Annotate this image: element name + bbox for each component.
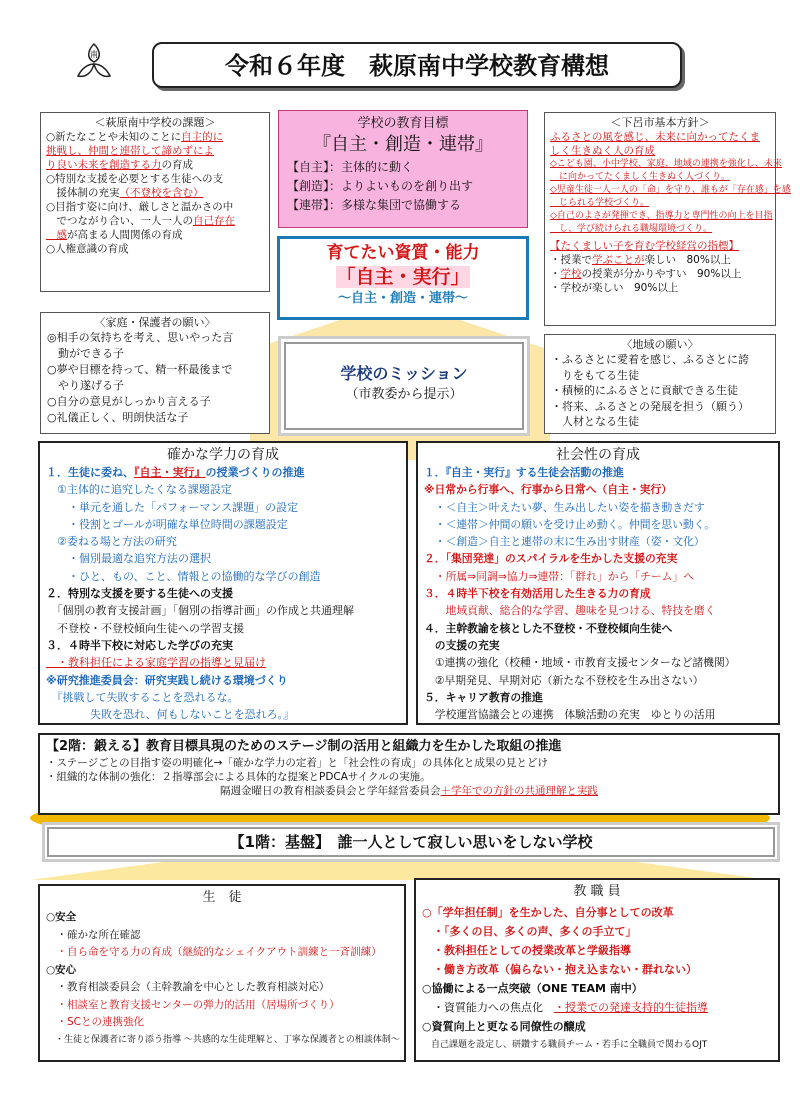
- issue-line: ○人権意識の育成: [46, 243, 129, 255]
- qualities-main: [283, 264, 523, 290]
- academic-line: [46, 568, 400, 585]
- goal-key: 【創造】: [287, 179, 330, 193]
- staff-line: [422, 1036, 772, 1055]
- community-heading: 〈地域の願い〉: [621, 338, 699, 351]
- academic-line-text: ①主体的に追究したくなる課題設定: [46, 483, 232, 497]
- city-indicators: [550, 253, 770, 295]
- academic-line: [46, 689, 400, 706]
- social-line: [424, 481, 772, 498]
- page-title-text: 令和６年度 萩原南中学校教育構想: [225, 52, 609, 80]
- city-indicator: [550, 267, 770, 281]
- social-line-text: ①連携の強化（校種・地域・市教育支援センターなど諸機関）: [424, 656, 736, 670]
- social-line-text: ②早期発見、早期対応（新たな不登校を生み出さない）: [424, 673, 704, 687]
- staff-line: [422, 998, 772, 1017]
- social-line-text: の支援の充実: [424, 638, 500, 652]
- academic-line-text: ２．特別な支援を要する生徒への支援: [46, 587, 233, 601]
- parents-wish: ○夢や目標を持って、精一杯最後まで: [47, 363, 233, 376]
- qualities-main-text: 「自主・実行」: [336, 266, 470, 288]
- goal-item: [287, 177, 519, 196]
- city-policy-line: ◇児童生徒一人一人の「命」を守り、誰もが「存在感」を感: [550, 185, 791, 195]
- social-line-text: 地域貢献、総合的な学習、趣味を見つける、特技を磨く: [424, 604, 716, 618]
- social-line: [424, 706, 772, 723]
- city-indicator: [550, 253, 770, 267]
- issue-line: [46, 228, 264, 242]
- issue-text: ○新たなことや未知のことに: [46, 131, 182, 143]
- social-line: [424, 585, 772, 602]
- goal-item: [287, 196, 519, 215]
- qualities-sub: ～自主・創造・連帯～: [337, 291, 468, 306]
- social-line-text: ※日常から行事へ、行事から日常へ（自主・実行）: [424, 483, 673, 497]
- students-line: [46, 962, 398, 980]
- academic-line: [46, 672, 400, 689]
- academic-list: [46, 464, 400, 723]
- students-line-text: ・教育相談委員会（主幹教諭を中心とした教育相談対応）: [46, 981, 330, 993]
- city-policy-line: し、学び続けられる職場環境づくり。: [550, 224, 713, 234]
- students-line: [46, 1014, 398, 1032]
- issue-emphasis: 挑戦し、仲間と連帯して諦めずによ: [46, 145, 214, 157]
- goal-value: ：多様な集団で協働する: [329, 198, 462, 212]
- parents-heading: 〈家庭・保護者の願い〉: [94, 316, 216, 329]
- students-line-text: ・確かな所在確認: [46, 928, 141, 941]
- stage2-line2: ・組織的な体制の強化：２指導部会による具体的な提案とPDCAサイクルの実施。: [46, 771, 431, 783]
- stage1-heading: 【1階：基盤】 誰一人として寂しい思いをしない学校: [229, 833, 593, 851]
- community-wish: 人材となる生徒: [551, 415, 639, 428]
- goals-motto: 『自主・創造・連帯』: [313, 134, 493, 155]
- academic-line-text: ・単元を通した「パフォーマンス課題」の設定: [46, 500, 299, 514]
- students-line-text: ○安心: [46, 963, 77, 976]
- issues-heading: ＜萩原南中学校の課題＞: [94, 116, 216, 129]
- social-line-text: 学校運営協議会との連携 体験活動の充実 ゆとりの活用: [424, 708, 716, 722]
- staff-line-text: ・働き方改革（偏らない・抱え込まない・群れない）: [422, 963, 697, 976]
- stage2-line1: ・ステージごとの目指す姿の明確化→「確かな学力の定着」と「社会性の育成」の具体化と成果の見とどけ: [46, 757, 548, 769]
- social-line: [424, 533, 772, 550]
- academic-line-text: 失敗を恐れ、何もしないことを恐れろ。』: [46, 708, 295, 722]
- school-issues-box: [40, 112, 270, 292]
- students-line: [46, 927, 398, 945]
- academic-line-text: の授業づくりの推進: [205, 466, 305, 479]
- stage2-line3a: 隔週金曜日の教育相談委員会と学年経営委員会: [220, 785, 441, 797]
- students-line-text: ○安全: [46, 911, 77, 923]
- social-line: [424, 464, 772, 481]
- city-policy-line: ◇こども園、小中学校、家庭、地域の連携を強化し、未来: [550, 159, 782, 169]
- issue-emphasis: 自主的に: [181, 131, 224, 143]
- academic-line-text: ３．４時半下校に対応した学びの充実: [46, 638, 233, 652]
- staff-line-text: ○「学年担任制」を生かした、自分事としての改革: [422, 906, 674, 919]
- academic-line-text: 不登校・不登校傾向生徒への学習支援: [46, 621, 244, 635]
- social-heading: 社会性の育成: [556, 447, 640, 463]
- issue-text: でつながり合い、一人一人の: [46, 215, 193, 227]
- issue-line: ○特別な支援を必要とする生徒への支: [46, 173, 224, 185]
- issue-line: [46, 130, 264, 144]
- staff-line-emphasis: ・授業での発達支持的生徒指導: [554, 1001, 708, 1014]
- stage1-box: [42, 822, 780, 862]
- academic-line: [46, 654, 400, 671]
- issue-line: ○目指す姿に向け、厳しさと温かさの中: [46, 201, 234, 213]
- city-policy-line: ◇自己のよさが発揮でき、指導力と専門性の向上を目指: [550, 211, 773, 221]
- academic-line-text: ・ひと、もの、こと、情報との協働的な学びの創造: [46, 569, 321, 583]
- staff-line-text: 自己課題を設定し、研鑽する職員チーム・若手に全職員で関わるOJT: [422, 1040, 708, 1050]
- students-line: [46, 909, 398, 927]
- city-policy-line: しく生きぬく人の育成: [550, 145, 655, 157]
- city-policy-box: [544, 112, 791, 326]
- community-wish: ・積極的にふるさとに貢献できる生徒: [551, 384, 738, 397]
- students-list: [46, 909, 398, 1049]
- academic-heading: 確かな学力の育成: [167, 447, 279, 463]
- issue-line: [46, 214, 264, 228]
- social-line: [424, 637, 772, 654]
- staff-line: [422, 941, 772, 960]
- academic-line: [46, 464, 400, 481]
- city-policy-line: じられる学校づくり。: [550, 198, 650, 208]
- social-line: [424, 620, 772, 637]
- academic-line: [46, 516, 400, 533]
- stage2-box: [38, 733, 780, 815]
- social-line: [424, 654, 772, 671]
- staff-line: [422, 922, 772, 941]
- city-indicator: [550, 281, 770, 295]
- academic-line: [46, 550, 400, 567]
- goal-key: 【自主】: [287, 160, 330, 174]
- academic-line-text: 「個別の教育支援計画」「個別の指導計画」の作成と共通理解: [46, 604, 354, 618]
- academic-line-text: ②委ねる場と方法の研究: [46, 535, 177, 549]
- social-line-text: ３．４時半下校を有効活用した生きる力の育成: [424, 587, 651, 601]
- goal-value: ：主体的に動く: [329, 160, 414, 174]
- students-heading: 生 徒: [202, 890, 242, 905]
- social-line: [424, 516, 772, 533]
- students-box: [38, 884, 406, 1062]
- social-line-text: ・＜連帯＞仲間の願いを受け止め動く。仲間を思い動く。: [424, 517, 716, 531]
- issues-list: [46, 130, 264, 256]
- academic-line: [46, 602, 400, 619]
- staff-list: [422, 903, 772, 1055]
- staff-line: [422, 979, 772, 998]
- issue-text: 援体制の充実: [46, 187, 120, 199]
- goals-heading: 学校の教育目標: [357, 116, 449, 131]
- parents-wish: ○礼儀正しく、明朗快活な子: [47, 411, 189, 424]
- social-line-text: ・所属⇒同調⇒協力⇒連帯：「群れ」から「チーム」へ: [424, 569, 695, 583]
- issue-text: が高まる人間関係の育成: [67, 229, 183, 241]
- issue-line: [46, 158, 264, 172]
- academic-line-text: ※研究推進委員会：研究実践し続ける環境づくり: [46, 673, 288, 687]
- staff-line-text: ・資質能力への焦点化: [422, 1001, 554, 1014]
- qualities-box: [277, 236, 529, 320]
- academic-line-text: 『挑戦して失敗することを恐れるな。: [46, 690, 239, 704]
- social-line-text: ・＜創造＞自主と連帯の末に生み出す財産（姿・文化）: [424, 535, 705, 549]
- indicator-emphasis: 学校: [560, 268, 582, 280]
- indicator-text: の授業が分かりやすい 90%以上: [581, 268, 742, 280]
- community-wish: ・将来、ふるさとの発展を担う（願う）: [551, 399, 749, 413]
- stage2-line3b: ＋学年での方針の共通理解と実践: [440, 785, 598, 797]
- social-line-text: ４．主幹教諭を核とした不登校・不登校傾向生徒へ: [424, 621, 673, 635]
- staff-line-text: ○資質向上と更なる同僚性の醸成: [422, 1020, 586, 1033]
- parents-wishes-box: [40, 312, 270, 434]
- students-line-text: ・自ら命を守る力の育成（継続的なシェイクアウト訓練と一斉訓練）: [46, 946, 382, 958]
- social-section: [416, 441, 780, 725]
- academic-line: [46, 481, 400, 498]
- academic-line-text: ・役割とゴールが明確な単位時間の課題設定: [46, 517, 288, 531]
- indicator-text: 楽しい 80%以上: [644, 254, 731, 266]
- academic-line: [46, 706, 400, 723]
- parents-wish: 動ができる子: [47, 347, 124, 360]
- students-line: [46, 997, 398, 1015]
- mission-sub: （市教委から提示）: [345, 387, 463, 402]
- parents-list: [47, 330, 263, 426]
- staff-line-text: ○協働による一点突破（ONE TEAM 南中）: [422, 982, 643, 995]
- goal-key: 【連帯】: [287, 198, 330, 212]
- education-goals-box: [278, 110, 528, 228]
- goal-item: [287, 158, 519, 177]
- issue-emphasis: 自己存在: [193, 215, 235, 227]
- qualities-title: 育てたい資質・能力: [326, 243, 480, 263]
- social-list: [424, 464, 772, 723]
- indicator-emphasis: 学ぶことが: [592, 254, 645, 266]
- page-title: [152, 42, 682, 88]
- social-line-text: ５．キャリア教育の推進: [424, 690, 543, 704]
- academic-line: [46, 637, 400, 654]
- academic-line: [46, 533, 400, 550]
- issue-emphasis: 感: [46, 229, 67, 241]
- stage2-heading: 【2階：鍛える】教育目標具現のためのステージ制の活用と組織力を生かした取組の推進: [46, 739, 562, 754]
- social-line-text: ・＜自主＞叶えたい夢、生み出したい姿を描き動きだす: [424, 500, 705, 514]
- issue-line: [46, 186, 264, 200]
- city-policy-line: に向かってたくましく生きぬく人づくり。: [550, 172, 731, 182]
- indicator-text: ・授業で: [550, 254, 592, 266]
- social-line: [424, 499, 772, 516]
- goal-value: ：よりよいものを創り出す: [329, 179, 474, 193]
- students-line-text: ・生徒と保護者に寄り添う指導 ～共感的な生徒理解と、丁寧な保護者との相談体制～: [46, 1034, 400, 1045]
- issue-emphasis: り良い未来を創造する力: [46, 159, 162, 171]
- parents-wish: ○自分の意見がしっかり言える子: [47, 395, 211, 408]
- staff-heading: 教 職 員: [573, 884, 621, 899]
- staff-line: [422, 903, 772, 922]
- students-line-text: ・相談室と教育支援センターの弾力的活用（居場所づくり）: [46, 998, 340, 1011]
- social-line: [424, 568, 772, 585]
- social-line: [424, 550, 772, 567]
- academic-line-emphasis: 『自主・実行』: [134, 466, 206, 479]
- academic-line-text: １．生徒に委ね、: [46, 466, 134, 479]
- social-line: [424, 689, 772, 706]
- community-wish: ・ふるさとに愛着を感じ、ふるさとに誇: [551, 353, 749, 366]
- staff-box: [414, 878, 780, 1062]
- academic-line-emphasis: ・教科担任による家庭学習の指導と見届け: [46, 656, 266, 670]
- academic-line-text: ・個別最適な追究方法の選択: [46, 552, 211, 566]
- school-emblem: [72, 40, 116, 84]
- students-line-text: ・SCとの連携強化: [46, 1016, 144, 1028]
- staff-line: [422, 1017, 772, 1036]
- issue-line: [46, 144, 264, 158]
- community-wishes-box: [544, 334, 776, 434]
- mission-box: [278, 336, 530, 436]
- goals-list: [287, 158, 519, 215]
- city-heading: ＜下呂市基本方針＞: [610, 116, 710, 129]
- issue-text: の育成: [161, 159, 193, 171]
- social-line-text: ２．「集団発達」のスパイラルを生かした支援の充実: [424, 552, 678, 566]
- students-line: [46, 1032, 398, 1050]
- stage2-line3: [46, 784, 772, 798]
- students-line: [46, 979, 398, 997]
- indicator-text: ・学校が楽しい 90%以上: [550, 282, 679, 294]
- city-policy-list: [550, 130, 791, 236]
- parents-wish: ◎相手の気持ちを考え、思いやった言: [47, 331, 234, 344]
- staff-line: [422, 960, 772, 979]
- social-line: [424, 672, 772, 689]
- academic-line: [46, 585, 400, 602]
- city-policy-line: ふるさとの風を感じ、未来に向かってたくま: [550, 131, 760, 143]
- staff-line-text: ・教科担任としての授業改革と学級指導: [422, 944, 631, 957]
- academic-section: [38, 441, 408, 725]
- city-subheading: 【たくましい子を育む学校経営の指標】: [550, 240, 739, 252]
- academic-line: [46, 620, 400, 637]
- parents-wish: やり遂げる子: [47, 379, 124, 392]
- social-line: [424, 602, 772, 619]
- indicator-text: ・: [550, 268, 561, 280]
- academic-line: [46, 499, 400, 516]
- staff-line-text: ・「多くの目、多くの声、多くの手立て」: [422, 925, 637, 938]
- issue-emphasis: （不登校を含む）: [119, 187, 204, 199]
- social-line-text: １．『自主・実行』する生徒会活動の推進: [424, 466, 624, 479]
- svg-text:南: 南: [90, 50, 98, 59]
- students-line: [46, 944, 398, 962]
- community-list: [551, 352, 769, 430]
- community-wish: りをもてる生徒: [551, 368, 639, 382]
- mission-title: 学校のミッション: [340, 364, 468, 383]
